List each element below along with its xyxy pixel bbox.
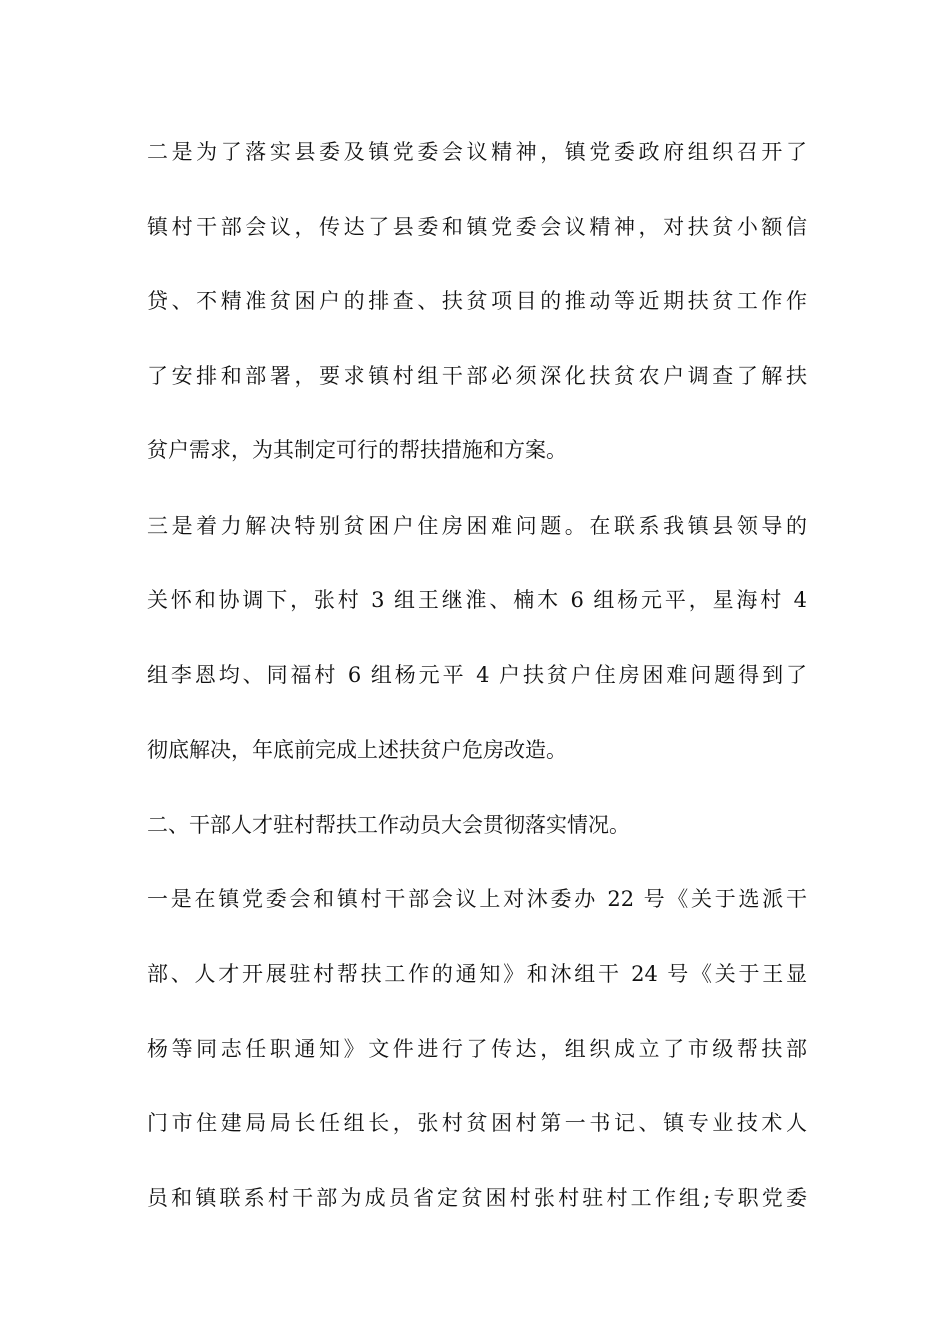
text-line-7: 关怀和协调下，张村 3 组王继淮、楠木 6 组杨元平，星海村 4 bbox=[147, 588, 807, 612]
text-line-1: 二是为了落实县委及镇党委会议精神，镇党委政府组织召开了 bbox=[147, 140, 807, 164]
text-line-4: 了安排和部署，要求镇村组干部必须深化扶贫农户调查了解扶 bbox=[147, 364, 807, 388]
text-line-12: 部、人才开展驻村帮扶工作的通知》和沐组干 24 号《关于王显 bbox=[147, 962, 807, 986]
text-line-8: 组李恩均、同福村 6 组杨元平 4 户扶贫户住房困难问题得到了 bbox=[147, 663, 807, 687]
text-line-13: 杨等同志任职通知》文件进行了传达，组织成立了市级帮扶部 bbox=[147, 1037, 807, 1061]
text-line-15: 员和镇联系村干部为成员省定贫困村张村驻村工作组;专职党委 bbox=[147, 1186, 807, 1210]
text-line-9: 彻底解决，年底前完成上述扶贫户危房改造。 bbox=[147, 738, 567, 762]
text-line-14: 门市住建局局长任组长，张村贫困村第一书记、镇专业技术人 bbox=[147, 1111, 807, 1135]
text-line-2: 镇村干部会议，传达了县委和镇党委会议精神，对扶贫小额信 bbox=[147, 215, 807, 239]
text-line-5: 贫户需求，为其制定可行的帮扶措施和方案。 bbox=[147, 438, 567, 462]
text-line-10: 二、干部人才驻村帮扶工作动员大会贯彻落实情况。 bbox=[147, 813, 630, 837]
text-line-3: 贷、不精准贫困户的排查、扶贫项目的推动等近期扶贫工作作 bbox=[147, 289, 807, 313]
text-line-6: 三是着力解决特别贫困户住房困难问题。在联系我镇县领导的 bbox=[147, 514, 807, 538]
text-line-11: 一是在镇党委会和镇村干部会议上对沐委办 22 号《关于选派干 bbox=[147, 887, 807, 911]
